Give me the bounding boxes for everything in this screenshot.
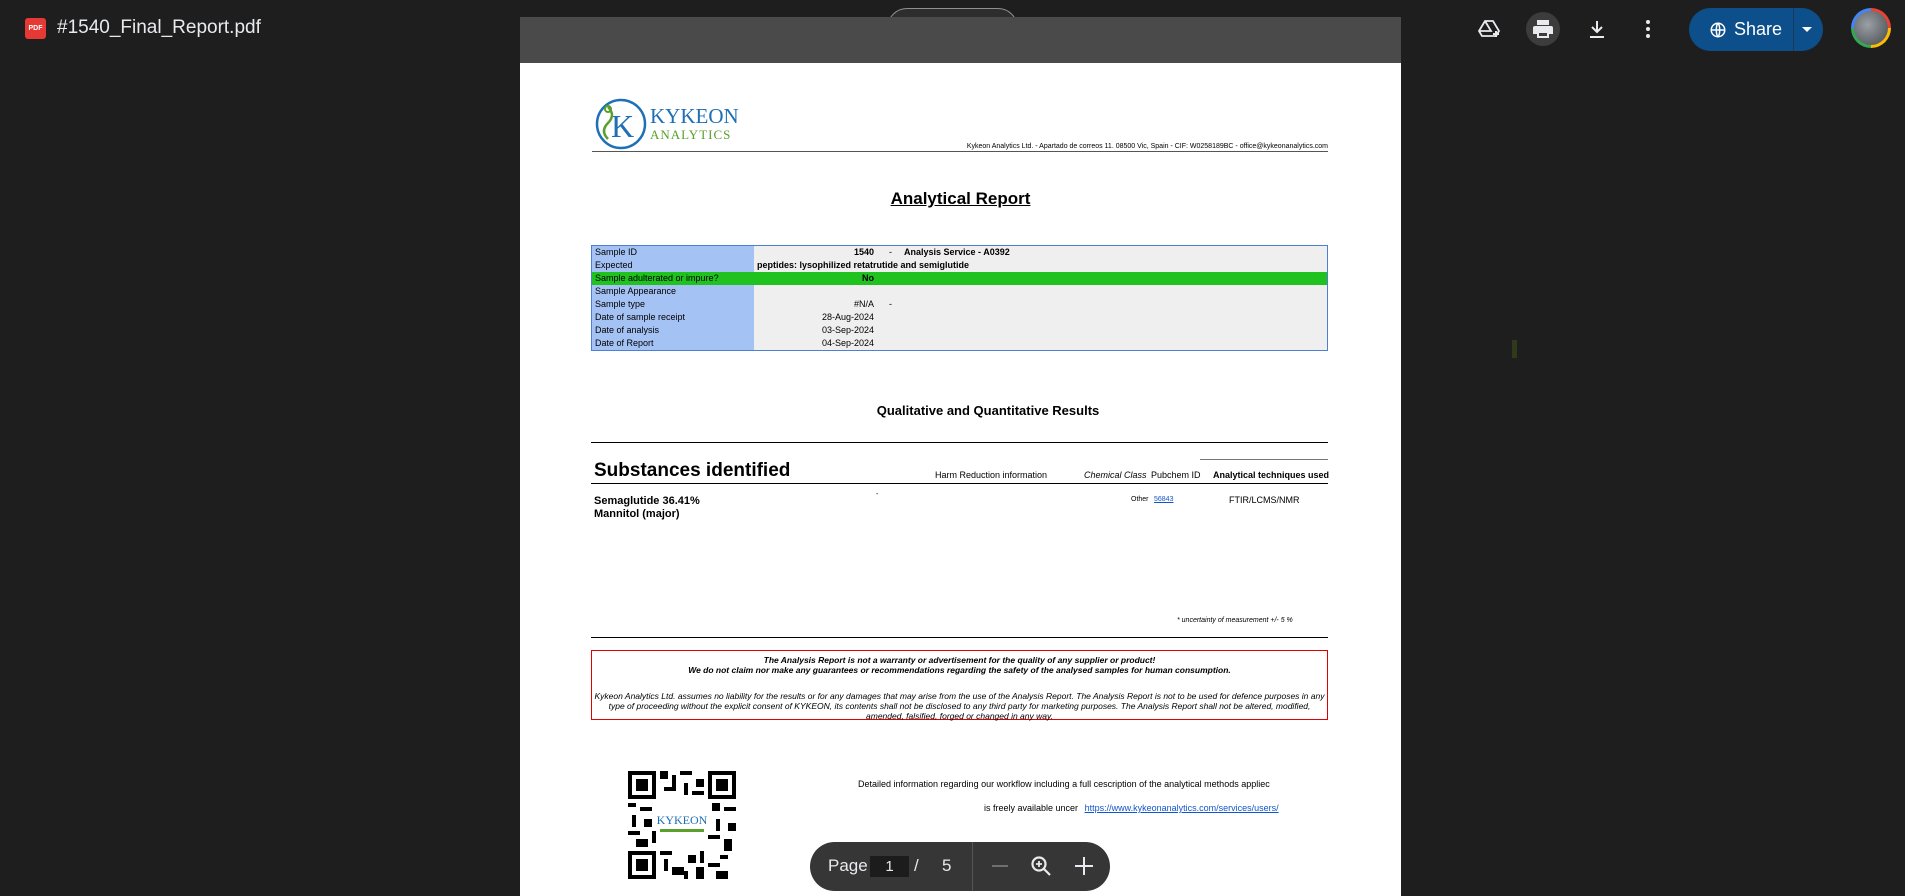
- expected-value: peptides: lysophilized retatrutide and semiglutide: [757, 260, 970, 270]
- analysis-date: 03-Sep-2024: [821, 325, 874, 335]
- substance-name: Semaglutide 36.41%: [594, 495, 700, 507]
- share-button[interactable]: [1689, 8, 1823, 51]
- disclaimer-line: We do not claim nor make any guarantees or recommendations regarding the safety of the analysed samples for human consumption.: [688, 665, 1231, 675]
- pdf-page: [520, 63, 1401, 896]
- sample-info-table: [591, 245, 1328, 351]
- print-icon[interactable]: [1526, 12, 1560, 46]
- share-options-button[interactable]: [1793, 8, 1823, 51]
- harm-reduction-header: Harm Reduction information: [935, 470, 1048, 480]
- avatar-image: [1854, 11, 1888, 45]
- kykeon-logo-icon: [594, 97, 648, 151]
- page-label: Page: [828, 856, 868, 875]
- table-row: [592, 337, 1327, 350]
- section-divider: [591, 637, 1328, 638]
- substances-title: Substances identified: [594, 460, 791, 481]
- svg-text:KYKEON: KYKEON: [656, 813, 708, 828]
- row-label: Date of Report: [592, 337, 754, 350]
- header-underline: [591, 483, 1328, 484]
- sample-type-value: #N/A: [853, 299, 874, 309]
- table-row: [592, 272, 1327, 285]
- divider: [972, 842, 973, 891]
- table-row: [592, 285, 1327, 298]
- table-row: [592, 259, 1327, 272]
- row-value: [754, 311, 1327, 324]
- analysis-service: Analysis Service - A0392: [904, 247, 1010, 257]
- scroll-marker: [1512, 340, 1517, 358]
- row-label: Expected: [592, 259, 754, 272]
- pubchem-header: Pubchem ID: [1151, 470, 1201, 480]
- row-label: Date of sample receipt: [592, 311, 754, 324]
- techniques-header: Analytical techniques used: [1213, 470, 1330, 480]
- workflow-info-text: [984, 803, 1279, 813]
- disclaimer-line: The Analysis Report is not a warranty or advertisement for the quality of any supplier or product!: [763, 655, 1156, 665]
- chemical-class-header: Chemical Class: [1084, 470, 1147, 480]
- header-divider: [592, 151, 1328, 152]
- chevron-down-icon: [1802, 27, 1812, 32]
- zoom-in-icon[interactable]: [1072, 854, 1096, 878]
- pdf-file-icon: PDF: [25, 18, 46, 39]
- row-value: [754, 272, 1327, 285]
- page-total: 5: [942, 856, 952, 875]
- receipt-date: 28-Aug-2024: [821, 312, 874, 322]
- logo-subtext: ANALYTICS: [650, 127, 732, 142]
- avatar[interactable]: [1851, 8, 1891, 48]
- report-date: 04-Sep-2024: [821, 338, 874, 348]
- row-value: [754, 337, 1327, 350]
- sample-id-value: 1540: [853, 247, 874, 257]
- uncertainty-note: * uncertainty of measurement +/- 5 %: [1177, 617, 1293, 624]
- disclaimer-text: Kykeon Analytics Ltd. assumes no liability for the results or for any damages that may arise from the use of the Analysis Report. The Analysis Report is not to be used for defence purposes in any type of proceeding without the explicit consent of KYKEON, its contents shall not be disclosed to any third party for marketing purposes. The Analysis Report shall not be altered, modified, amended, falsified, forged or changed in any way.: [594, 691, 1325, 721]
- zoom-out-icon[interactable]: [988, 854, 1012, 878]
- row-value: [754, 324, 1327, 337]
- svg-text:K: K: [611, 108, 635, 144]
- row-label: Sample type: [592, 298, 754, 311]
- table-row: [592, 311, 1327, 324]
- row-label: Sample Appearance: [592, 285, 754, 298]
- report-title: Analytical Report: [890, 189, 1031, 208]
- dash-text: -: [889, 247, 892, 257]
- workflow-info-text: Detailed information regarding our workflow including a full cescription of the analytical methods appliec: [858, 779, 1270, 789]
- row-value: [754, 285, 1327, 298]
- document-header-strip: [520, 17, 1401, 63]
- techniques-value: FTIR/LCMS/NMR: [1229, 495, 1300, 505]
- disclaimer-box: [591, 650, 1328, 720]
- pubchem-link[interactable]: 56843: [1154, 496, 1174, 503]
- company-address: Kykeon Analytics Ltd. - Apartado de correos 11. 08500 Vic, Spain - CIF: W0258189BC - office@kykeonanalytics.com: [966, 143, 1328, 150]
- row-value: [754, 246, 1327, 259]
- page-controls: [810, 842, 1110, 891]
- add-to-drive-icon[interactable]: [1472, 12, 1506, 46]
- dash-text: -: [889, 299, 892, 309]
- chemical-class-value: Other: [1131, 496, 1149, 503]
- zoom-fit-icon[interactable]: [1029, 854, 1053, 878]
- download-icon[interactable]: [1580, 12, 1614, 46]
- row-label: Date of analysis: [592, 324, 754, 337]
- row-value: [754, 298, 1327, 311]
- column-divider: [1200, 459, 1328, 460]
- logo-text: KYKEON: [650, 104, 739, 128]
- more-vert-icon[interactable]: [1631, 12, 1665, 46]
- file-name: #1540_Final_Report.pdf: [57, 17, 261, 38]
- share-label: Share: [1734, 19, 1783, 39]
- section-divider: [591, 442, 1328, 443]
- share-main-button[interactable]: [1689, 8, 1793, 51]
- page-separator: /: [914, 856, 919, 875]
- row-label: Sample ID: [592, 246, 754, 259]
- page-number-input[interactable]: 1: [870, 856, 909, 877]
- workflow-text: is freely available uncer: [984, 803, 1079, 813]
- qr-code-icon: [628, 771, 736, 879]
- row-label: Sample adulterated or impure?: [592, 272, 754, 285]
- row-value: [754, 259, 1327, 272]
- table-row: [592, 246, 1327, 259]
- adulterated-value: No: [862, 273, 874, 283]
- results-title: Qualitative and Quantitative Results: [876, 403, 1100, 418]
- table-row: [592, 324, 1327, 337]
- globe-icon: [1709, 21, 1727, 39]
- harm-reduction-value: -: [876, 491, 879, 498]
- table-row: [592, 298, 1327, 311]
- services-link[interactable]: https://www.kykeonanalytics.com/services/users/: [1084, 803, 1279, 813]
- substance-name: Mannitol (major): [594, 508, 680, 520]
